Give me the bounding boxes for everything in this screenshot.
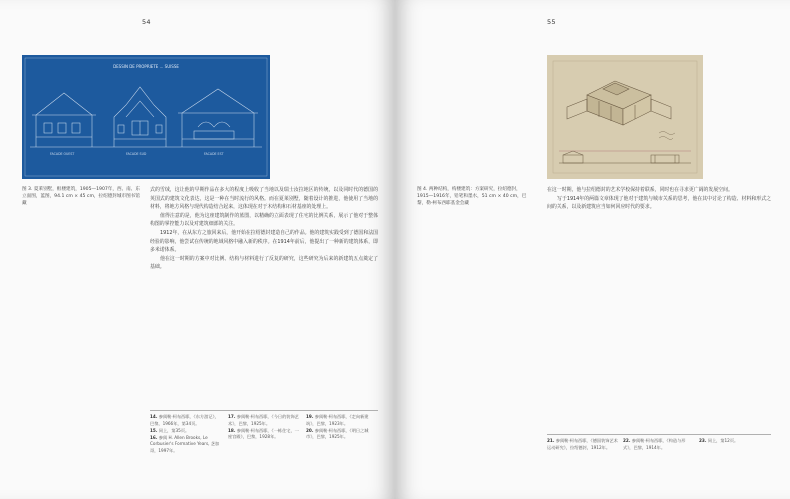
svg-text:FACADE EST: FACADE EST <box>204 152 224 156</box>
page-number-left: 54 <box>142 18 151 26</box>
footnote: 14. 参阅勒·柯布西耶，《东方游记》，巴黎，1966年，第34页。 <box>150 414 219 426</box>
drawing-figure <box>547 55 703 179</box>
right-page <box>395 0 790 499</box>
footnote: 20. 参阅勒·柯布西耶，《明日之城市》，巴黎，1925年。 <box>306 427 369 440</box>
footnote: 15. 同上，第35页。 <box>150 427 190 433</box>
left-footnotes <box>150 414 378 494</box>
page-number-right: 55 <box>547 18 556 26</box>
figure-3-caption: 图 3. 夏莱别墅，框楼建筑，1905—1907年，西、南、东立面图，蓝图，94.1 cm × 45 cm，拉绍德封城市图书馆藏 <box>22 187 140 207</box>
blueprint-title: DESSIN DE PROPRIETE ... SUISSE <box>113 64 179 69</box>
notes-divider <box>547 434 771 435</box>
footnote: 16. 参阅 H. Allen Brooks, Le Corbusier's Formative Years, 芝加哥，1997年。 <box>150 434 220 453</box>
svg-text:FACADE OUEST: FACADE OUEST <box>50 152 75 156</box>
paragraph: 1912年，在从东方之旅回来后，他开始在拉绍德封建造自己的作品。他的建筑实践受到了德国和法国经验的影响，他尝试在传统的地域风格中融入新的秩序。在1914年前后，他提出了一种新的建筑体系，即多米诺体系。 <box>150 229 378 254</box>
footnote: 22. 参阅勒·柯布西耶，《构造与形式》，巴黎，1914年。 <box>623 438 686 450</box>
right-footnotes <box>547 438 771 494</box>
footnote: 23. 同上，第12页。 <box>699 438 739 443</box>
footnote: 19. 参阅勒·柯布西耶，《走向新建筑》，巴黎，1923年。 <box>306 414 369 426</box>
paragraph: 在这一时期，他与拉绍德封的艺术学校保持着联系，同时也在寻求更广阔的发展空间。 <box>547 187 733 193</box>
blueprint-elevations-image <box>22 55 270 179</box>
left-body-text <box>150 186 378 398</box>
architectural-drawing-image <box>547 55 703 179</box>
footnote: 18. 参阅勒·柯布西耶，《一栋住宅，一座宫殿》，巴黎，1928年。 <box>228 427 299 440</box>
paragraph: 他在这一时期的方案中对比例、结构与材料进行了反复的研究，这些研究为后来的新建筑五点奠定了基础。 <box>150 255 378 271</box>
paragraph: 式的雪绒，这让他的早期作品在多大的程度上吸收了当地以及瑞士汝拉地区的传统，以及同时代的德国的英国式的建筑文化表达，这是一种在当时流行的风格。而在夏莱别墅，随着设计的推进，他使用了当地的材料，将地方风格与现代构造结合起来，这体现在对于木结构和石材基座的处理上。 <box>150 187 378 211</box>
paragraph: 写于1914年的两篇文章体现了他对于建筑与城市关系的思考，他在其中讨论了构造、材料和形式之间的关系，以及新建筑应当如何回应时代的要求。 <box>547 195 771 211</box>
notes-divider <box>150 410 378 411</box>
svg-text:FACADE SUD: FACADE SUD <box>126 152 147 156</box>
blueprint-figure <box>22 55 270 179</box>
figure-4-caption: 图 4. 两种结构，构楼建筑：方案研究，拉绍德封，1915—1916年，铅笔和墨水，51 cm × 40 cm，巴黎，勒·柯布西耶基金会藏 <box>417 187 527 207</box>
paragraph: 值得注意的是，他为这座建筑制作的蓝图，以精确的立面表现了住宅的比例关系，展示了他对于整体构图的掌控能力以及对建筑细部的关注。 <box>150 212 378 228</box>
footnote: 21. 参阅勒·柯布西耶，《德国装饰艺术运动研究》，拉绍德封，1912年。 <box>547 438 618 450</box>
right-body-text <box>547 186 771 306</box>
footnote: 17. 参阅勒·柯布西耶，《今日的装饰艺术》，巴黎，1925年。 <box>228 414 299 426</box>
